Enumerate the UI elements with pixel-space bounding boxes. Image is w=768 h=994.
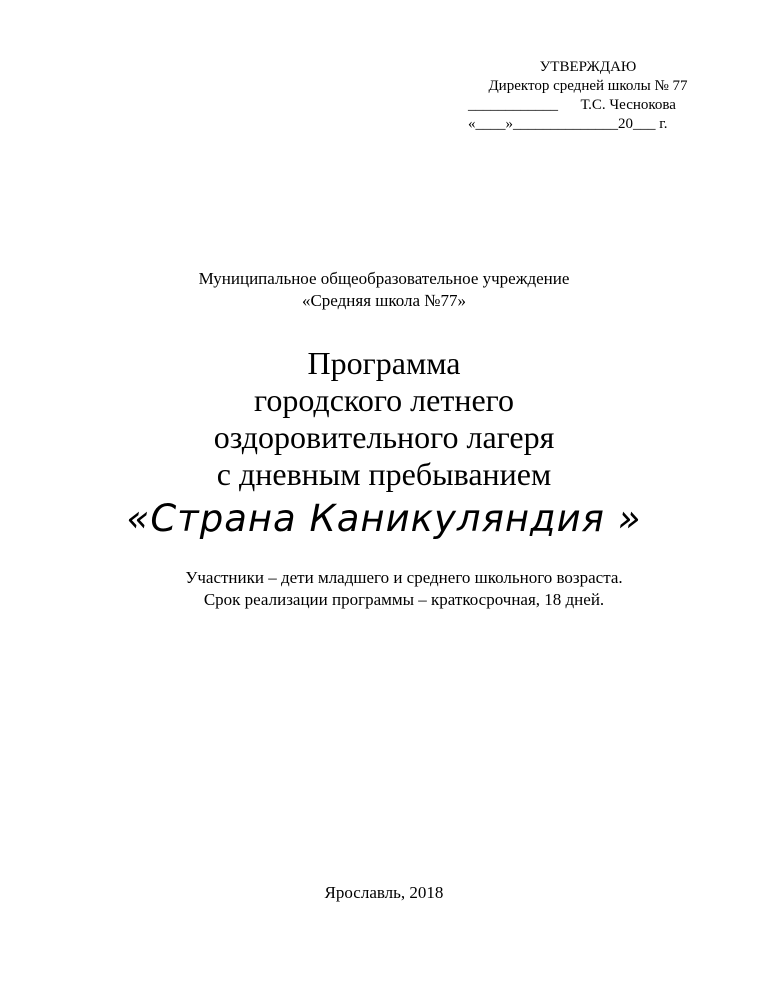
institution-line-1: Муниципальное общеобразовательное учреждение: [198, 269, 570, 288]
institution-line-2: «Средняя школа №77»: [301, 291, 467, 310]
approval-position: Директор средней школы № 77: [488, 78, 688, 94]
title-line-1: Программа: [307, 345, 461, 381]
title-line-4: с дневным пребыванием: [216, 456, 552, 492]
program-details: [0, 567, 768, 611]
title-line-2: городского летнего: [254, 382, 514, 418]
approval-block: [456, 58, 720, 134]
term-text: Срок реализации программы – краткосрочная, 18 дней.: [203, 590, 605, 609]
camp-name: «Страна Каникуляндия »: [126, 497, 642, 540]
approval-heading: УТВЕРЖДАЮ: [539, 59, 637, 75]
program-title: [0, 345, 768, 493]
approval-signature-line: ____________ Т.С. Чеснокова: [468, 97, 676, 113]
city-year: Ярославль, 2018: [324, 883, 444, 902]
institution-name: [0, 268, 768, 312]
title-line-3: оздоровительного лагеря: [213, 419, 555, 455]
participants-text: Участники – дети младшего и среднего школьного возраста.: [185, 568, 623, 587]
approval-date-line: «____»______________20___ г.: [468, 116, 668, 132]
